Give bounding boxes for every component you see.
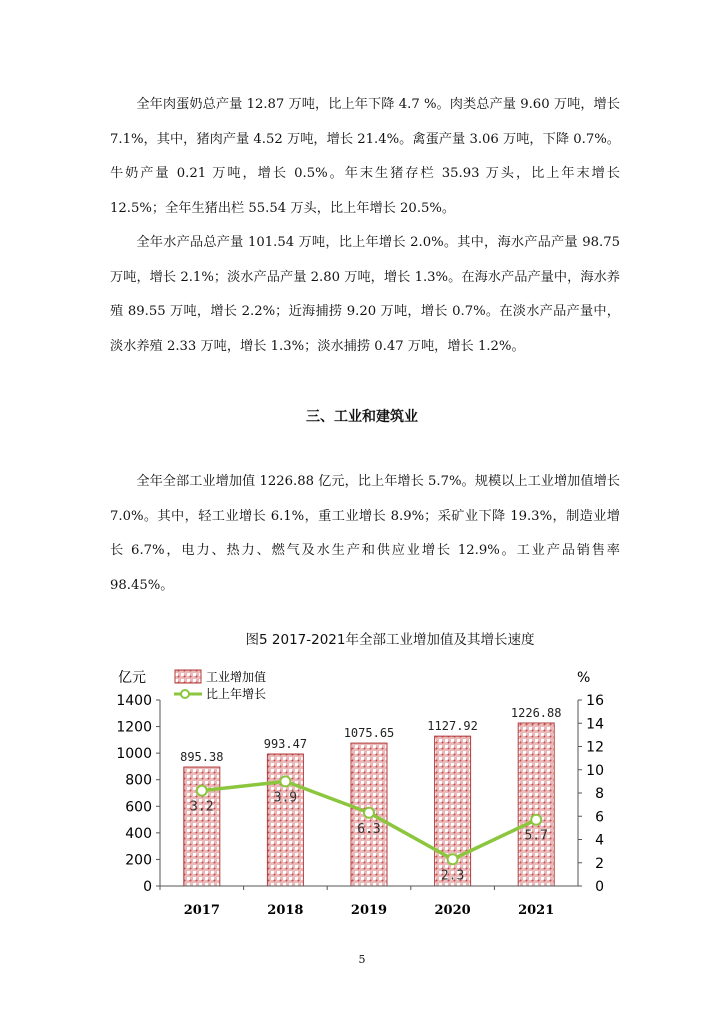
x-tick-label-2021: 2021: [518, 903, 555, 918]
left-tick-label: 0: [143, 879, 152, 895]
legend-bar-label: 工业增加值: [206, 670, 267, 684]
right-tick-label: 8: [595, 786, 604, 802]
bar-label-2019: 1075.65: [343, 726, 395, 741]
growth-label-2017: 3.2: [190, 799, 214, 815]
left-axis-unit: 亿元: [118, 670, 146, 686]
section-heading: 三、工业和建筑业: [306, 409, 418, 425]
right-tick-label: 0: [595, 879, 604, 895]
chart-title: 图5 2017-2021年全部工业增加值及其增长速度: [245, 632, 535, 648]
right-tick-label: 14: [586, 716, 604, 733]
x-tick-label-2020: 2020: [434, 903, 471, 918]
bar-label-2020: 1127.92: [427, 719, 478, 734]
left-tick-label: 400: [125, 825, 152, 842]
page-number: 5: [358, 953, 366, 966]
growth-label-2020: 2.3: [440, 868, 465, 884]
left-tick-label: 1400: [116, 693, 152, 709]
bar-2018: [267, 754, 303, 886]
legend-line-label: 比上年增长: [206, 687, 267, 701]
growth-label-2018: 3.9: [273, 790, 298, 806]
bar-label-2021: 1226.88: [510, 706, 562, 721]
right-axis-unit: %: [577, 670, 591, 686]
x-tick-label-2019: 2019: [350, 903, 388, 918]
paragraph-aquatic: 全年水产品总产量 101.54 万吨，比上年增长 2.0%。其中，海水产品产量 98.75 万吨，增长 2.1%；淡水产品产量 2.80 万吨，增长 1.3%。在海水产品产量中，海水养殖 89.55 万吨，增长 2.2%；近海捕捞 9.20 万吨，增长 0.7%。在淡水产品产量中，淡水养殖 2.33 万吨，增长 1.3%；淡水捕捞 0.47 万吨，增长 1.2%。: [110, 235, 620, 354]
right-tick-label: 6: [595, 809, 604, 826]
bar-label-2017: 895.38: [180, 750, 224, 765]
legend-bar-swatch: [175, 670, 201, 683]
right-tick-label: 4: [595, 832, 604, 849]
right-tick-label: 16: [586, 693, 604, 709]
growth-label-2019: 6.3: [357, 821, 381, 837]
left-tick-label: 800: [125, 772, 152, 789]
right-tick-label: 12: [586, 739, 604, 756]
bar-label-2018: 993.47: [263, 737, 308, 752]
left-tick-label: 1000: [116, 746, 152, 763]
bar-2021: [518, 723, 554, 886]
growth-point-2021: [531, 815, 541, 825]
growth-point-2018: [280, 776, 290, 786]
right-tick-label: 10: [586, 762, 604, 779]
legend-line-marker: [181, 690, 189, 698]
paragraph-industry: 全年全部工业增加值 1226.88 亿元，比上年增长 5.7%。规模以上工业增加值增长 7.0%。其中，轻工业增长 6.1%，重工业增长 8.9%；采矿业下降 19.3%，制造业增长 6.7%，电力、热力、燃气及水生产和供应业增长 12.9%。工业产品销售率 98.45%。: [110, 474, 620, 593]
growth-point-2020: [448, 854, 458, 864]
x-tick-label-2017: 2017: [183, 903, 220, 918]
growth-point-2017: [197, 786, 207, 796]
growth-point-2019: [364, 808, 374, 818]
right-tick-label: 2: [595, 855, 604, 872]
paragraph-livestock: 全年肉蛋奶总产量 12.87 万吨，比上年下降 4.7 %。肉类总产量 9.60 万吨，增长 7.1%，其中，猪肉产量 4.52 万吨，增长 21.4%。禽蛋产量 3.06 万吨，下降 0.7%。牛奶产量 0.21 万吨，增长 0.5%。年末生猪存栏 35.93 万头，比上年末增长 12.5%；全年生猪出栏 55.54 万头，比上年增长 20.5%。: [110, 97, 620, 216]
left-tick-label: 1200: [116, 719, 152, 736]
growth-label-2021: 5.7: [524, 828, 548, 844]
x-tick-label-2018: 2018: [267, 903, 304, 918]
left-tick-label: 200: [125, 852, 152, 869]
left-tick-label: 600: [125, 799, 152, 816]
